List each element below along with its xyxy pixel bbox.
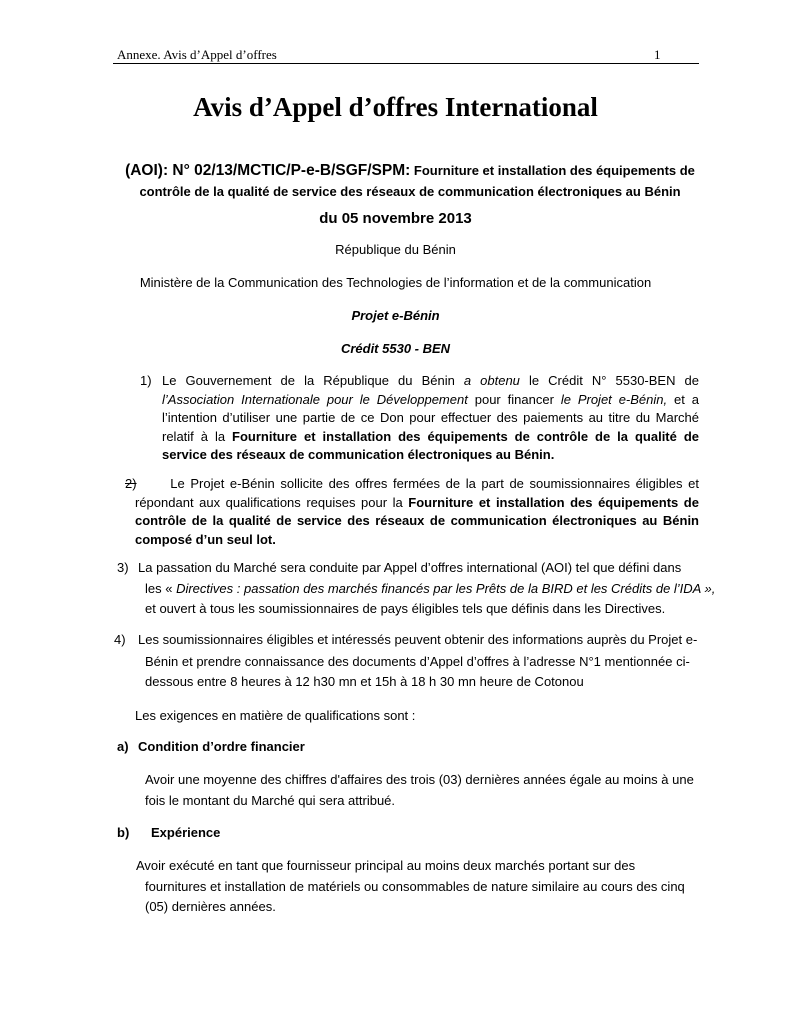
aoi-subject-line2: contrôle de la qualité de service des réseaux de communication électroniques au Bénin (139, 184, 681, 199)
p4-line-3: dessous entre 8 heures à 12 h30 mn et 15h à 18 h 30 mn heure de Cotonou (145, 674, 584, 689)
p1-text-6: le Projet e-Bénin, (560, 391, 668, 407)
page-number: 1 (654, 47, 661, 62)
header-divider (113, 63, 699, 64)
p1-text-2: a obtenu (463, 373, 520, 388)
section-b-line-1: Avoir exécuté en tant que fournisseur principal au moins deux marchés portant sur des (136, 858, 636, 873)
republic-name: République du Bénin (335, 242, 456, 257)
paragraph-2 (125, 475, 699, 549)
item-number-4: 4) (114, 632, 126, 647)
aoi-reference-block (112, 160, 708, 202)
item-number-1: 1) (140, 373, 152, 388)
item-number-3: 3) (117, 560, 129, 575)
page-header-title: Annexe. Avis d’Appel d’offres (117, 47, 277, 62)
p4-line-2: Bénin et prendre connaissance des documents d’Appel d’offres à l’adresse N°1 mentionnée ci- (145, 654, 690, 669)
p2-text-2: Fourniture et installation des équipements de contrôle de la qualité de service des réseaux de communication électroniques au Bénin composé d’un seul lot. (135, 494, 699, 547)
p3-line-3: et ouvert à tous les soumissionnaires de pays éligibles tels que définis dans les Directives. (145, 601, 666, 616)
section-a-line-1: Avoir une moyenne des chiffres d'affaires des trois (03) dernières années égale au moins à une (145, 772, 694, 787)
aoi-reference: (AOI): N° 02/13/MCTIC/P-e-B/SGF/SPM: (125, 162, 411, 179)
aoi-subject-line1: Fourniture et installation des équipements de (410, 163, 695, 178)
p1-text-7: et a l’intention d’utiliser une partie de ce Don pour effectuer des paiements au titre du Marché relatif à la (162, 391, 699, 444)
ministry-name: Ministère de la Communication des Technologies de l’information et de la communication (139, 275, 652, 290)
p3-line-2 (145, 580, 715, 599)
p1-text-4: l’Association Internationale pour le Développement (162, 391, 468, 407)
p1-text-1: Le Gouvernement de la République du Bénin (162, 373, 464, 388)
p3-line-2a: les « (145, 581, 177, 596)
section-b-line-2: fournitures et installation de matériels ou consommables de nature similaire au cours des cinq (145, 879, 685, 894)
publication-date: du 05 novembre 2013 (319, 210, 472, 227)
section-b-title: Expérience (151, 825, 221, 840)
document-title: Avis d’Appel d’offres International (193, 92, 598, 122)
p1-text-8: Fourniture et installation des équipements de contrôle de la qualité de service des réseaux de communication électroniques au Bénin. (162, 428, 699, 462)
p3-line-1: La passation du Marché sera conduite par Appel d’offres international (AOI) tel que défini dans (138, 560, 682, 575)
qualifications-intro: Les exigences en matière de qualifications sont : (135, 708, 416, 723)
section-a-label: a) (117, 739, 129, 754)
section-b-line-3: (05) dernières années. (145, 899, 276, 914)
p2-text-1: Le Projet e-Bénin sollicite des offres fermées de la part de soumissionnaires éligibles et répondant aux qualifications requises pour la (135, 476, 699, 510)
paragraph-1 (162, 372, 699, 465)
p3-line-2b: Directives : passation des marchés financés par les Prêts de la BIRD et les Crédits de l’IDA », (176, 581, 716, 596)
project-name: Projet e-Bénin (351, 308, 440, 323)
item-number-2: 2) (125, 476, 137, 491)
credit-reference: Crédit 5530 - BEN (340, 341, 451, 356)
p1-text-3: le Crédit N° 5530-BEN de (519, 373, 699, 388)
section-a-line-2: fois le montant du Marché qui sera attribué. (145, 793, 396, 808)
section-a-title: Condition d’ordre financier (138, 739, 305, 754)
p1-text-5: pour financer (467, 391, 561, 407)
p4-line-1: Les soumissionnaires éligibles et intéressés peuvent obtenir des informations auprès du Projet e- (138, 632, 698, 647)
section-b-label: b) (117, 825, 130, 840)
